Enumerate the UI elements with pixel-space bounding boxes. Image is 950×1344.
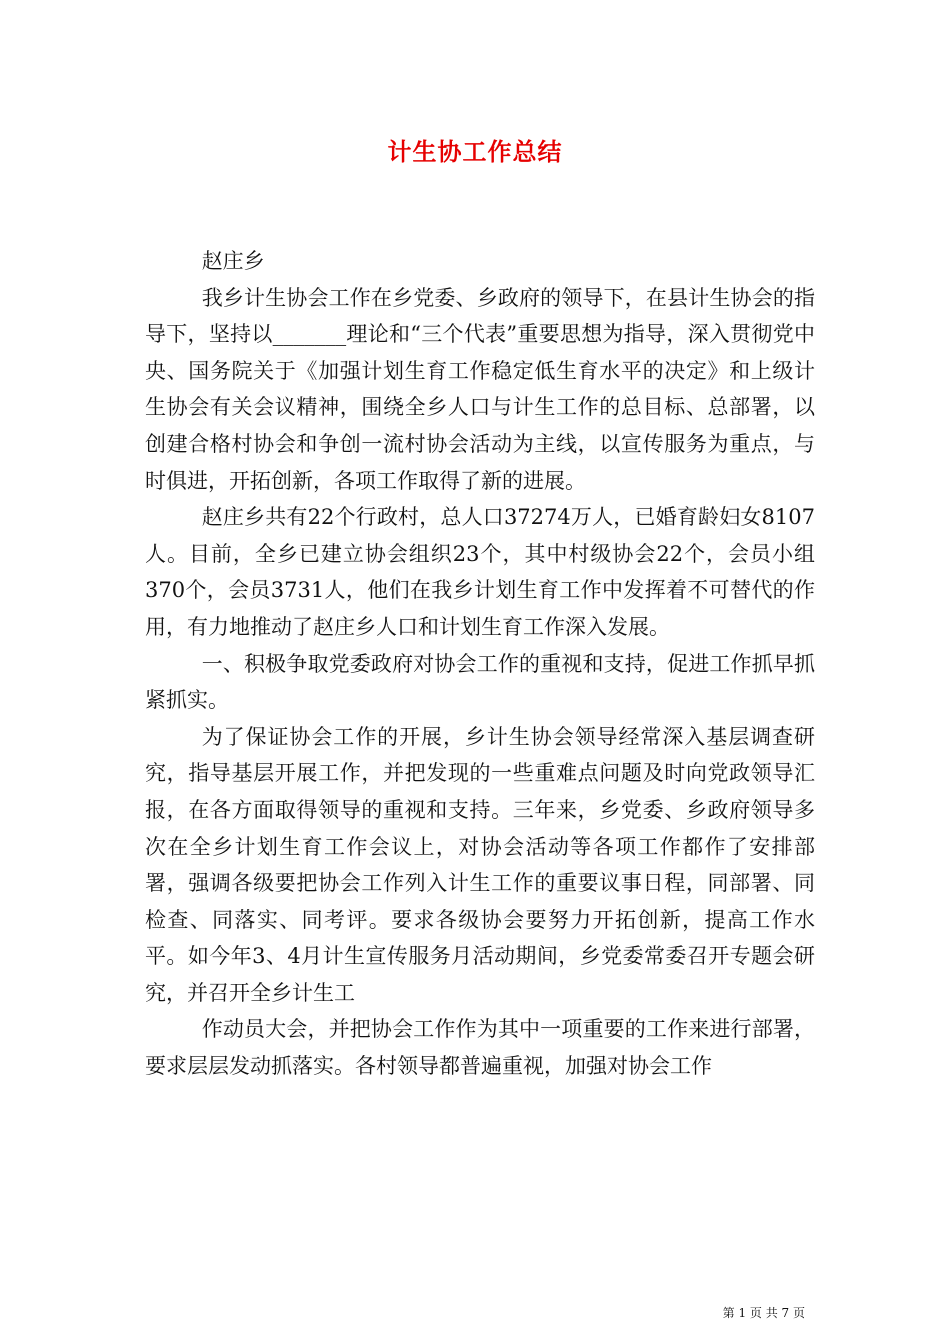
paragraph-intro: 我乡计生协会工作在乡党委、乡政府的领导下，在县计生协会的指导下，坚持以_______理论和“三个代表”重要思想为指导，深入贯彻党中央、国务院关于《加强计划生育工作稳定低生育水平的决定》和上级计生协会有关会议精神，围绕全乡人口与计生工作的总目标、总部署，以创建合格村协会和争创一流村协会活动为主线，以宣传服务为重点，与时俱进，开拓创新，各项工作取得了新的进展。	[145, 285, 815, 493]
paragraph-continuation: 作动员大会，并把协会工作作为其中一项重要的工作来进行部署，要求层层发动抓落实。各村领导都普遍重视，加强对协会工作	[145, 1017, 815, 1079]
document-title: 计生协工作总结	[387, 137, 563, 166]
paragraph-section-1: 为了保证协会工作的开展，乡计生协会领导经常深入基层调查研究，指导基层开展工作，并把发现的一些重难点问题及时向党政领导汇报，在各方面取得领导的重视和支持。三年来，乡党委、乡政府领导多次在全乡计划生育工作会议上，对协会活动等各项工作都作了安排部署，强调各级要把协会工作列入计生工作的重要议事日程，同部署、同检查、同落实、同考评。要求各级协会要努力开拓创新，提高工作水平。如今年3、4月计生宣传服务月活动期间，乡党委常委召开专题会研究，并召开全乡计生工	[145, 724, 815, 1005]
section-heading-1: 一、积极争取党委政府对协会工作的重视和支持，促进工作抓早抓紧抓实。	[145, 651, 815, 713]
document-body	[145, 243, 815, 1085]
paragraph-overview: 赵庄乡共有22个行政村，总人口37274万人，已婚育龄妇女8107人。目前，全乡已建立协会组织23个，其中村级协会22个，会员小组370个，会员3731人，他们在我乡计划生育工作中发挥着不可替代的作用，有力地推动了赵庄乡人口和计划生育工作深入发展。	[145, 505, 815, 639]
page-number-footer: 第 1 页 共 7 页	[722, 1306, 805, 1320]
author-line: 赵庄乡	[201, 249, 265, 273]
